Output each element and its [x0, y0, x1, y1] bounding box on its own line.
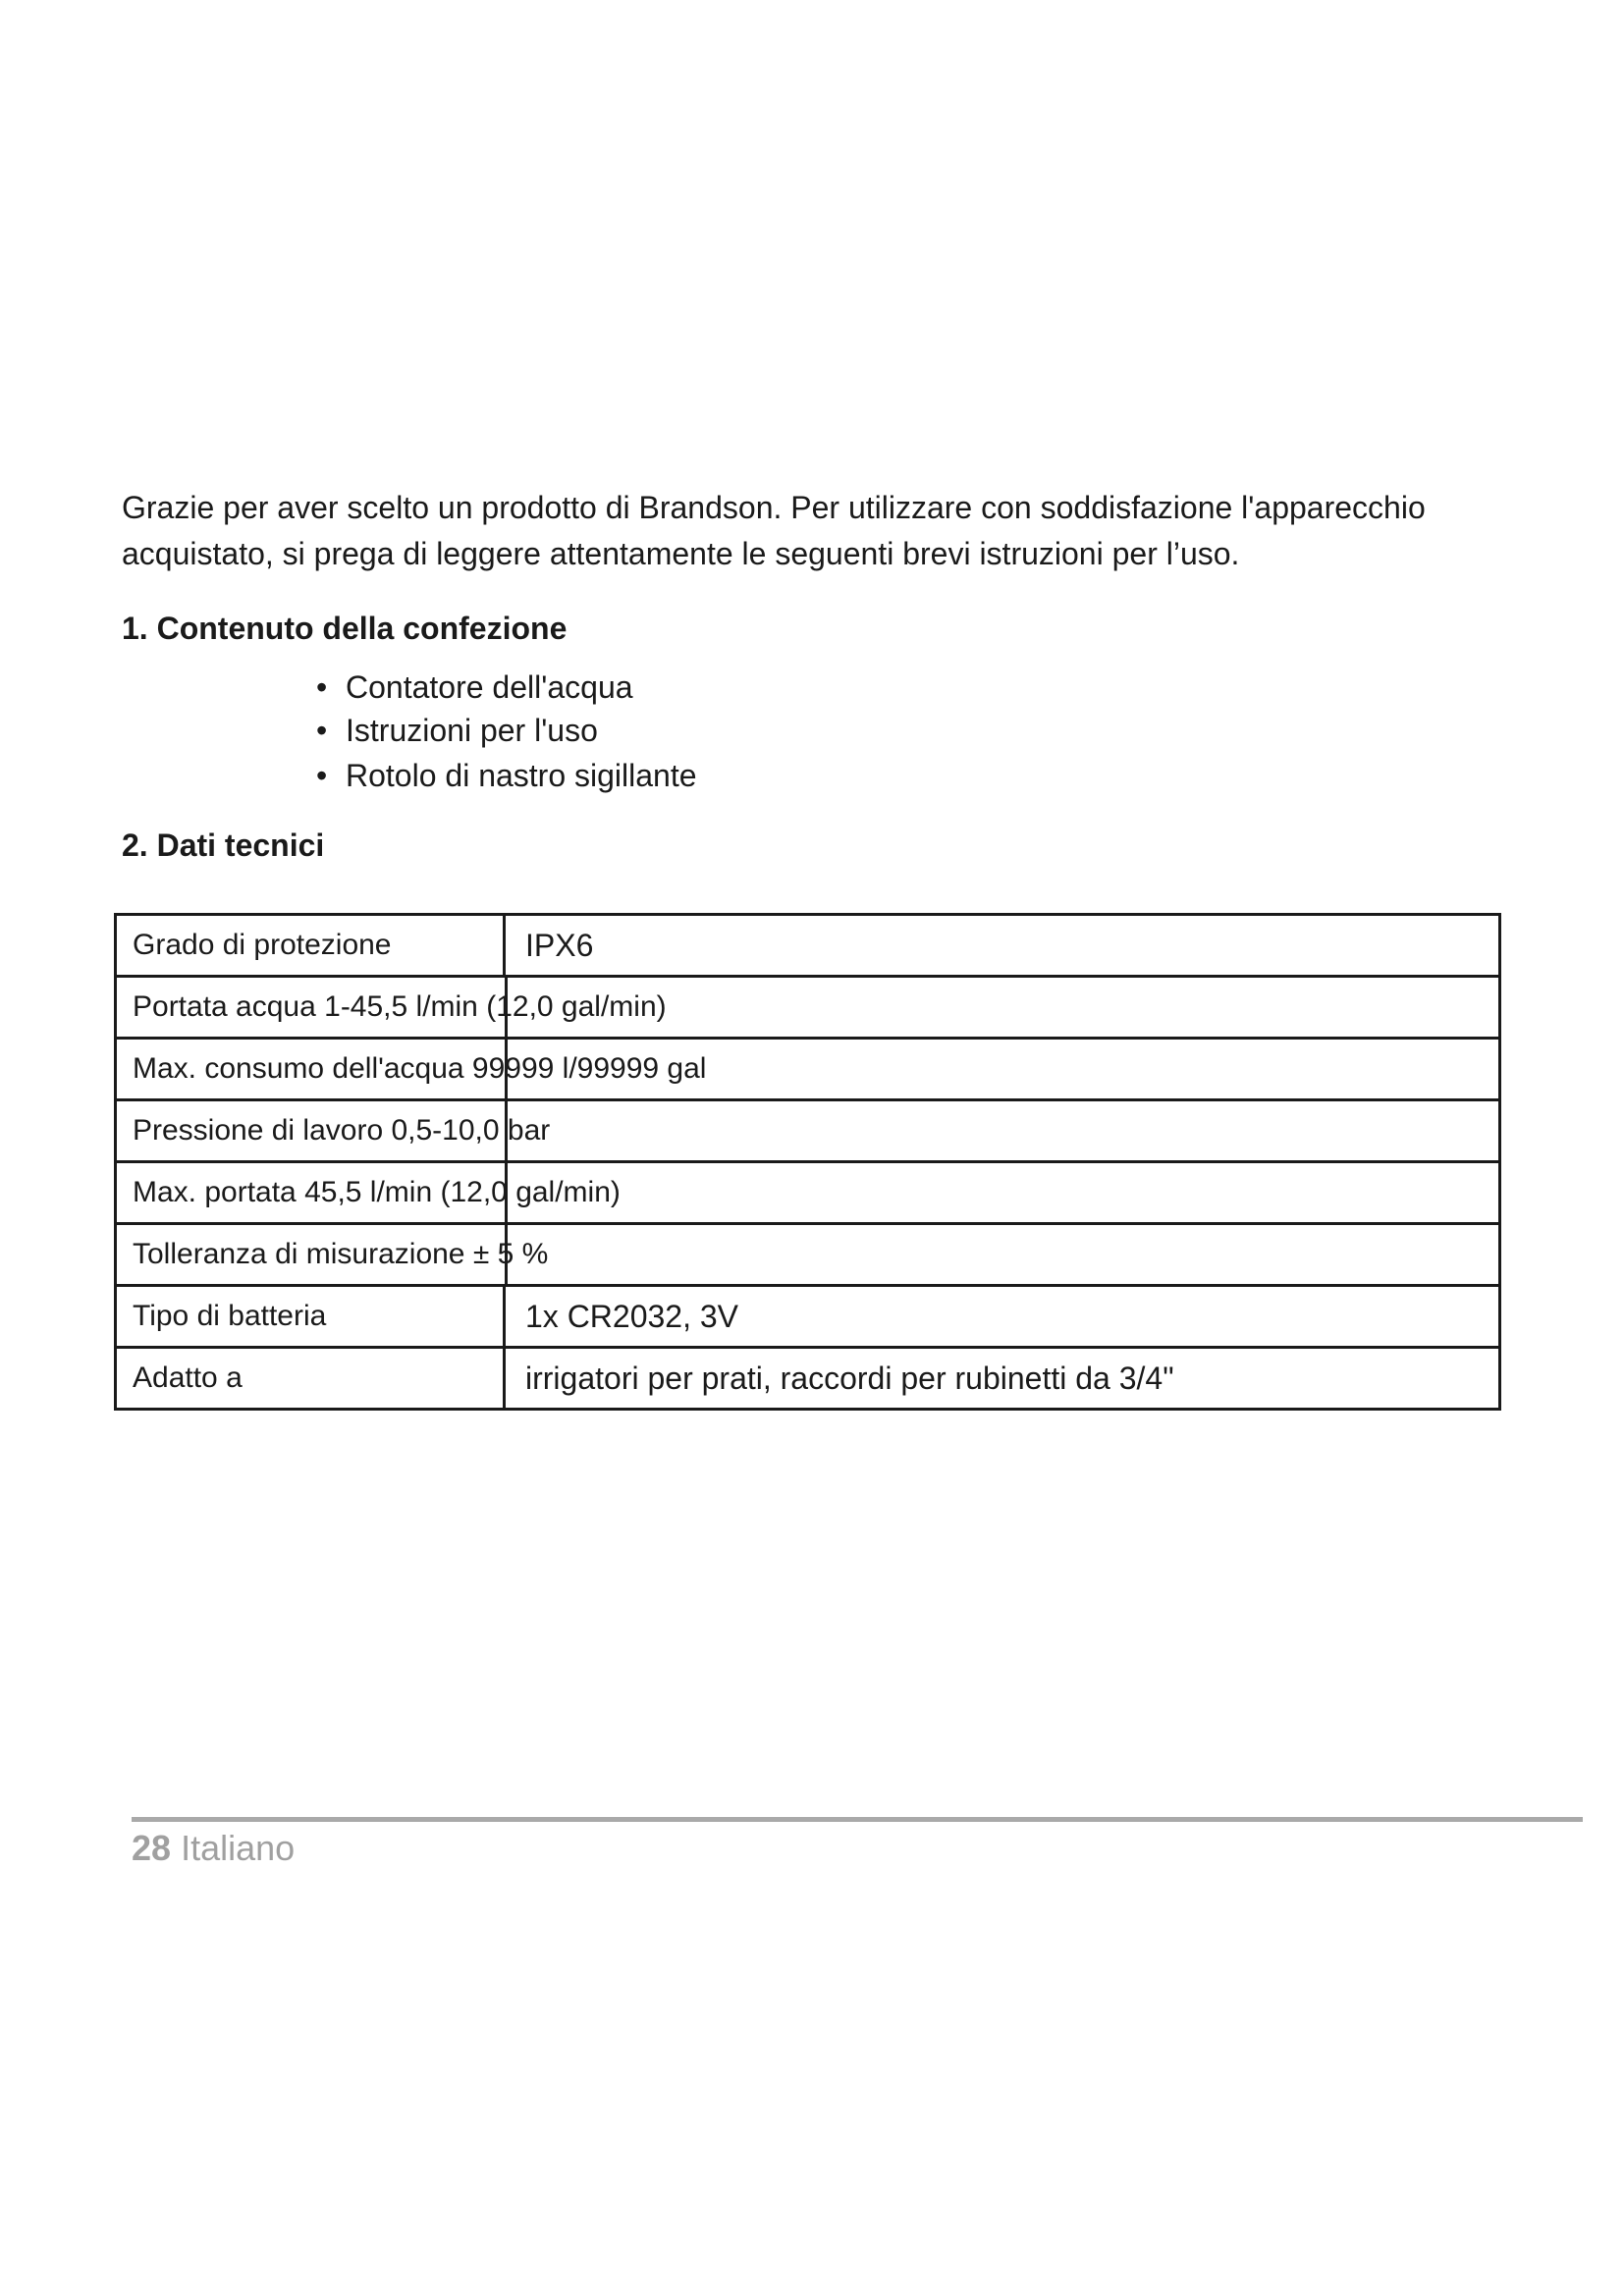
table-row [116, 1162, 1500, 1224]
table-row [116, 1286, 1500, 1348]
list-item: • Istruzioni per l'uso [314, 709, 697, 752]
footer-language: Italiano [181, 1828, 296, 1868]
spec-value: 1x CR2032, 3V [505, 1286, 1500, 1348]
spec-value: IPX6 [505, 915, 1500, 977]
table-row [116, 1039, 1500, 1100]
list-item: • Contatore dell'acqua [314, 666, 697, 709]
page-footer [132, 1828, 295, 1869]
spec-text: Max. portata 45,5 l/min (12,0 gal/min) [116, 1162, 1500, 1224]
table-row [116, 915, 1500, 977]
intro-paragraph: Grazie per aver scelto un prodotto di Brandson. Per utilizzare con soddisfazione l'apparecchio acquistato, si prega di leggere attentamente le seguenti brevi istruzioni per l’uso. [122, 490, 1426, 571]
table-row [116, 1100, 1500, 1162]
contents-list [314, 666, 697, 797]
bullet-icon: • [316, 758, 328, 793]
spec-text: Tolleranza di misurazione ± 5 % [116, 1224, 1500, 1286]
page-number: 28 [132, 1828, 172, 1868]
table-row [116, 1348, 1500, 1410]
bullet-icon: • [316, 713, 328, 748]
specs-table [114, 913, 1501, 1411]
footer-divider [132, 1817, 1583, 1822]
spec-text: Portata acqua 1-45,5 l/min (12,0 gal/min) [116, 977, 1500, 1039]
section-heading-specs: 2. Dati tecnici [122, 828, 325, 863]
bullet-icon: • [316, 669, 328, 705]
table-row [116, 977, 1500, 1039]
section-heading-contents: 1. Contenuto della confezione [122, 611, 568, 646]
spec-value: irrigatori per prati, raccordi per rubinetti da 3/4" [505, 1348, 1500, 1410]
spec-label: Tipo di batteria [116, 1286, 505, 1348]
spec-label: Grado di protezione [116, 915, 505, 977]
spec-text: Max. consumo dell'acqua 99999 l/99999 gal [116, 1039, 1500, 1100]
table-row [116, 1224, 1500, 1286]
list-item: • Rotolo di nastro sigillante [314, 754, 697, 797]
spec-label: Adatto a [116, 1348, 505, 1410]
spec-text: Pressione di lavoro 0,5-10,0 bar [116, 1100, 1500, 1162]
